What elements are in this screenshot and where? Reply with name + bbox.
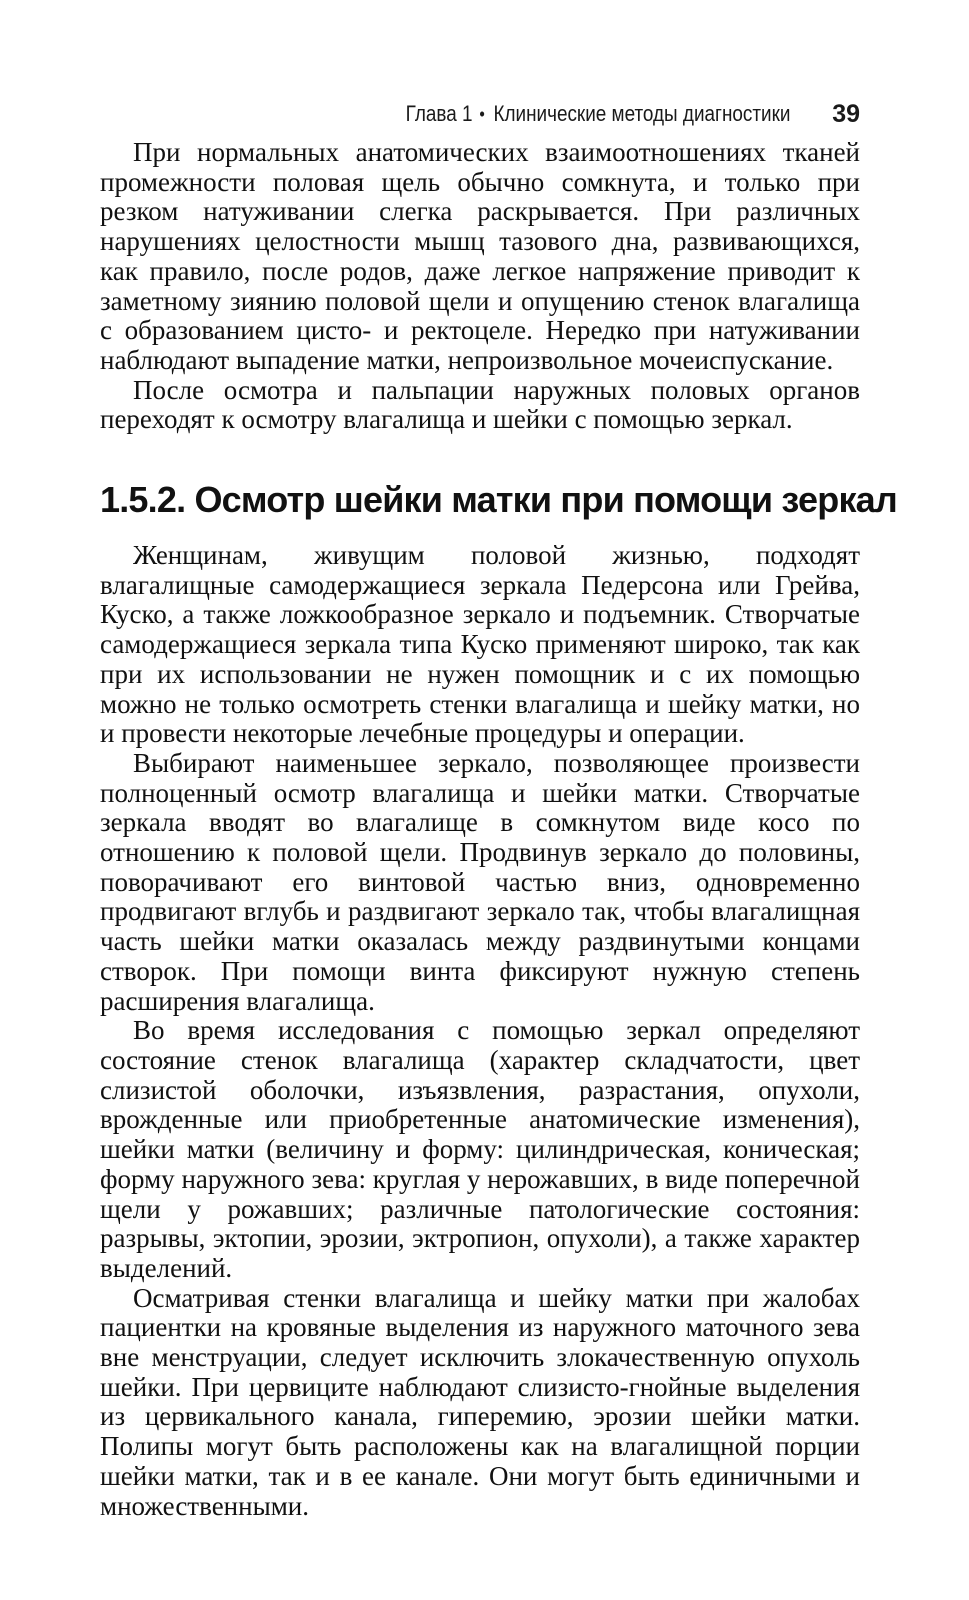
paragraph: После осмотра и пальпации наружных половых органов переходят к осмотру влагалища и шейки с помощью зеркал. — [100, 374, 860, 435]
paragraph: Выбирают наименьшее зеркало, позволяющее произвести полноценный осмотр влагалища и шейки матки. Створчатые зеркала вводят во влагалище в сомкнутом виде косо по отношению к половой щели. Продвинув зеркало до половины, поворачивают его винтовой частью вниз, одновременно продвигают вглубь и раздвигают зеркало так, чтобы влагалищная часть шейки матки оказалась между раздвинутыми концами створок. При помощи винта фиксируют нужную степень расширения влагалища. — [100, 747, 860, 1016]
paragraph: Женщинам, живущим половой жизнью, подходят влагалищные самодержащиеся зеркала Педерсона или Грейва, Куско, а также ложкообразное зеркало и подъемник. Створчатые самодержащиеся зеркала типа Куско применяют широко, так как при их использовании не нужен помощник и с их помощью можно не только осмотреть стенки влагалища и шейку матки, но и провести некоторые лечебные процедуры и операции. — [100, 540, 860, 749]
section-heading: 1.5.2. Осмотр шейки матки при помощи зеркал — [100, 479, 897, 521]
body-text — [100, 137, 897, 1521]
chapter-name: Клинические методы диагностики — [493, 101, 791, 126]
paragraph: При нормальных анатомических взаимоотношениях тканей промежности половая щель обычно сомкнута, и только при резком натуживании слегка раскрывается. При различных нарушениях целостности мышц тазового дна, развивающихся, как правило, после родов, даже легкое напряжение приводит к заметному зиянию половой щели и опущению стенок влагалища с образованием цисто- и ректоцеле. Нередко при натуживании наблюдают выпадение матки, непроизвольное мочеиспускание. — [100, 137, 860, 375]
paragraph: Осматривая стенки влагалища и шейку матки при жалобах пациентки на кровяные выделения из наружного маточного зева вне менструации, следует исключить злокачественную опухоль шейки. При цервиците наблюдают слизисто-гнойные выделения из цервикального канала, гиперемию, эрозии шейки матки. Полипы могут быть расположены как на влагалищной порции шейки матки, так и в ее канале. Они могут быть единичными и множественными. — [100, 1282, 860, 1521]
chapter-number: Глава 1 — [405, 101, 473, 126]
page-number: 39 — [832, 99, 860, 128]
chapter-title — [405, 101, 790, 127]
bullet-separator: • — [479, 104, 485, 124]
paragraph: Во время исследования с помощью зеркал определяют состояние стенок влагалища (характер складчатости, цвет слизистой оболочки, изъязвления, разрастания, опухоли, врожденные или приобретенные анатомические изменения), шейки матки (величину и форму: цилиндрическая, коническая; форму наружного зева: круглая у нерожавших, в виде поперечной щели у рожавших; различные патологические состояния: разрывы, эктопии, эрозии, эктропион, опухоли), а также характер выделений. — [100, 1015, 860, 1283]
running-header — [100, 96, 860, 132]
